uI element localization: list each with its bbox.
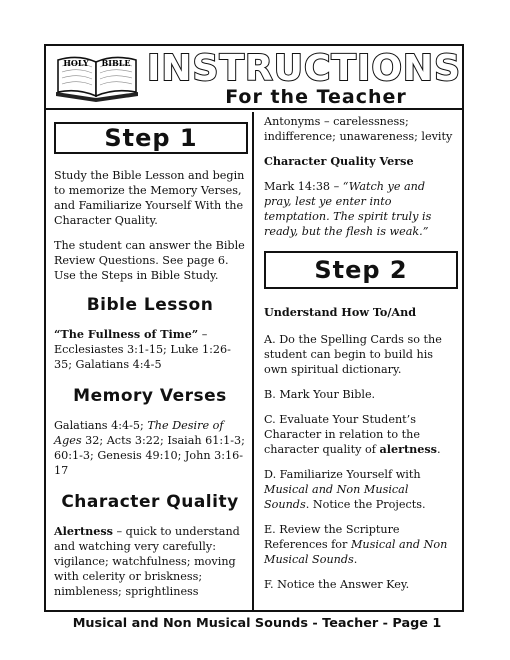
item-e-text: E. Review the Scripture References for — [264, 523, 400, 551]
item-e — [264, 522, 456, 567]
mv-ref-2: 32; Acts 3:22; Isaiah 61:1-3; 60:1-3; Genesis 49:10; John 3:16-17 — [54, 434, 245, 477]
bible-lesson-text — [54, 327, 246, 372]
item-c — [264, 412, 456, 457]
intro-paragraph-1: Study the Bible Lesson and begin to memorize the Memory Verses, and Familiarize Yourself With the Character Quality. — [54, 169, 245, 227]
page-subtitle: For the Teacher — [225, 86, 407, 108]
item-d — [264, 467, 456, 512]
header — [46, 46, 462, 110]
icon-text-holy: HOLY — [63, 58, 89, 68]
item-b: B. Mark Your Bible. — [264, 388, 376, 401]
verse-text — [264, 179, 456, 239]
bible-lesson-refs: – Ecclesiastes 3:1-15; Luke 1:26-35; Galatians 4:4-5 — [54, 328, 231, 371]
verse-quote: “Watch ye and pray, lest ye enter into temptation. The spirit truly is ready, but the flesh is weak.” — [264, 180, 432, 238]
left-column — [46, 112, 254, 610]
holy-bible-icon — [52, 52, 142, 104]
page-title: INSTRUCTIONS — [147, 48, 461, 89]
item-e-italic: Musical and Non Musical Sounds — [264, 538, 448, 566]
mv-book-title: The Desire of Ages — [54, 419, 224, 447]
understand-heading — [264, 305, 456, 320]
cq-word: Alertness — [54, 524, 113, 538]
antonyms-text: Antonyms – carelessness; indifference; unawareness; levity — [264, 115, 453, 143]
intro-paragraph-2: The student can answer the Bible Review Questions. See page 6. Use the Steps in Bible Study. — [54, 239, 245, 282]
item-a: A. Do the Spelling Cards so the student can begin to build his own spiritual dictionary. — [264, 333, 442, 376]
character-quality-heading: Character Quality — [61, 492, 239, 512]
bible-lesson-heading: Bible Lesson — [86, 295, 214, 315]
item-c-end: . — [436, 443, 441, 456]
right-column — [256, 112, 462, 610]
item-d-end: . Notice the Projects. — [305, 498, 426, 511]
cq-definition: – quick to understand and watching very carefully: vigilance; watchfulness; moving with celerity or briskness; nimbleness; sprightliness — [54, 525, 240, 598]
character-quality-text — [54, 524, 246, 599]
bible-lesson-title: “The Fullness of Time” — [54, 327, 199, 341]
verse-ref: Mark 14:38 – — [264, 180, 343, 193]
item-d-text: D. Familiarize Yourself with — [264, 468, 421, 481]
item-c-text: C. Evaluate Your Student’s Character in relation to the character quality of — [264, 413, 420, 456]
step-1-box: Step 1 — [54, 122, 248, 154]
item-f: F. Notice the Answer Key. — [264, 578, 410, 591]
memory-verses-text — [54, 418, 246, 478]
verse-heading — [264, 154, 456, 169]
verse-heading-label: Character Quality Verse — [264, 154, 414, 168]
mv-ref-1: Galatians 4:4-5; — [54, 419, 148, 432]
item-c-bold: alertness — [379, 442, 437, 456]
page-footer: Musical and Non Musical Sounds - Teacher - Page 1 — [72, 616, 442, 631]
page-frame — [44, 44, 464, 612]
item-d-italic: Musical and Non Musical Sounds — [264, 483, 409, 511]
step-2-box: Step 2 — [264, 251, 458, 289]
icon-text-bible: BIBLE — [101, 58, 131, 68]
memory-verses-heading: Memory Verses — [73, 386, 227, 406]
item-e-end: . — [353, 553, 358, 566]
understand-heading-label: Understand How To/And — [264, 305, 417, 319]
